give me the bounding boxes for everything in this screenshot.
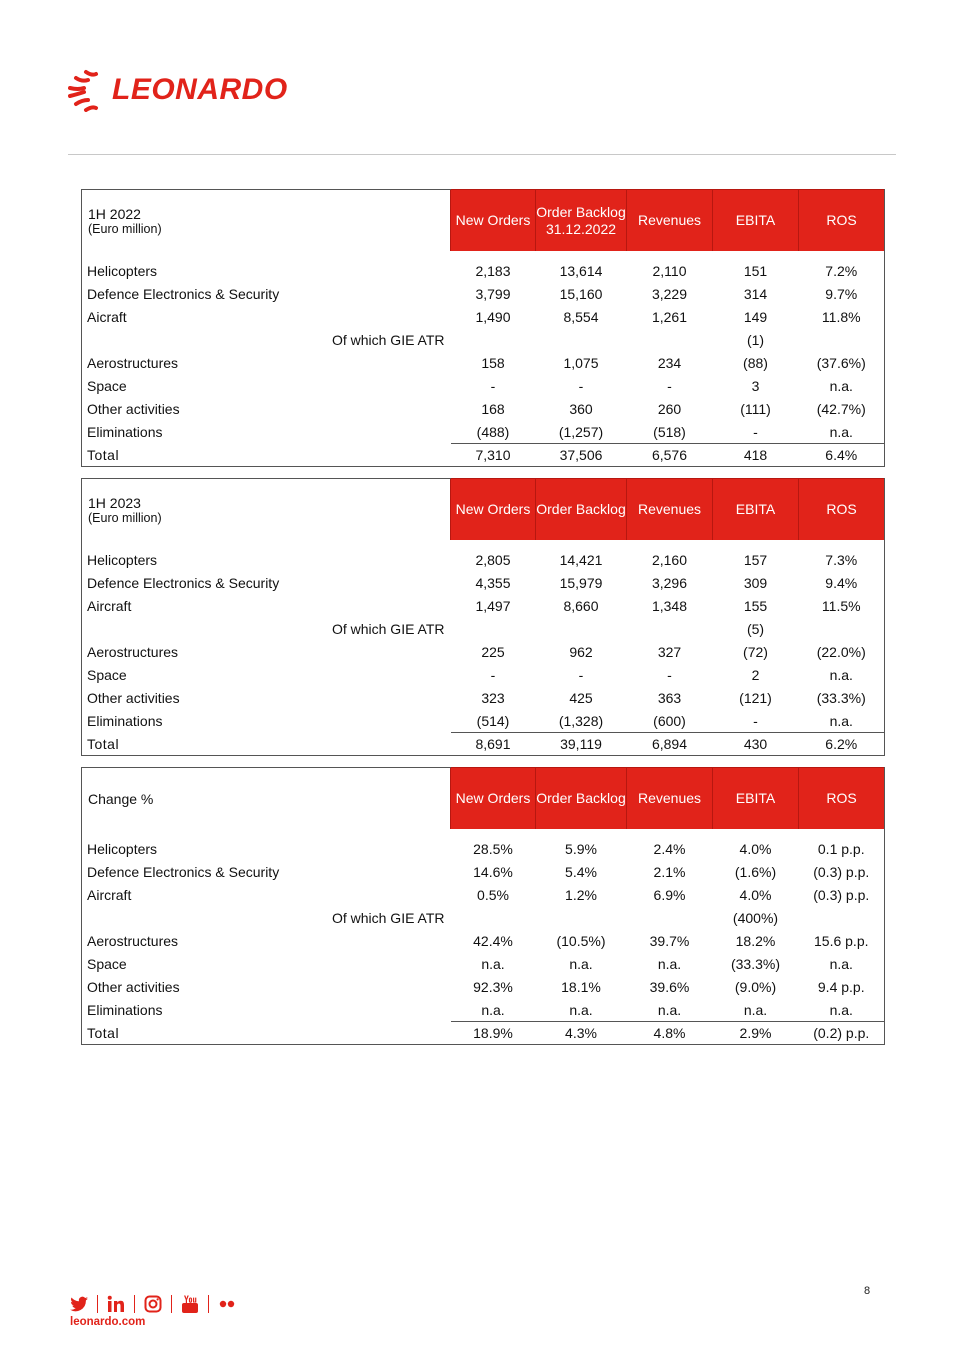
table-row: [82, 571, 885, 594]
row-label: Of which GIE ATR: [82, 328, 451, 351]
table-title-cell: [82, 479, 451, 541]
cell-value: (488): [476, 423, 510, 440]
cell-value: 2,183: [475, 262, 511, 279]
spacer-cell: [536, 540, 627, 548]
total-value: 37,506: [536, 444, 627, 467]
row-label: Aircraft: [82, 883, 451, 906]
leonardo-logo: [66, 66, 288, 114]
cell-value: 3,799: [475, 285, 511, 302]
spacer-row: [82, 829, 885, 837]
table-row: [82, 860, 885, 883]
cell-value: (42.7%): [799, 397, 885, 420]
header-new-orders: New Orders: [451, 768, 536, 830]
cell-value: [627, 617, 713, 640]
cell-value: (1.6%): [734, 863, 777, 880]
cell-value: [799, 906, 885, 929]
row-label: Aerostructures: [82, 351, 451, 374]
cell-value: -: [578, 377, 584, 394]
cell-value: 9.4%: [799, 571, 885, 594]
header-revenues: Revenues: [627, 768, 713, 830]
total-value: 39,119: [536, 733, 627, 756]
cell-value: [799, 617, 885, 640]
cell-value: (37.6%): [799, 351, 885, 374]
cell-value: 2: [751, 666, 760, 683]
cell-value: 1,490: [475, 308, 511, 325]
cell-value: 39.6%: [649, 978, 690, 995]
cell-value: 234: [657, 354, 682, 371]
spacer-cell: [627, 540, 713, 548]
row-label: Eliminations: [82, 998, 451, 1022]
header-new-orders: New Orders: [451, 479, 536, 541]
cell-value: [451, 906, 536, 929]
cell-value: 3: [751, 377, 760, 394]
total-row: [82, 444, 885, 467]
table-row: [82, 594, 885, 617]
total-value: 2.9%: [713, 1022, 799, 1045]
table-row: [82, 709, 885, 733]
cell-value: (1,328): [558, 712, 604, 729]
table-title-cell: [82, 190, 451, 252]
cell-value: (33.3%): [799, 686, 885, 709]
spacer-cell: [627, 251, 713, 259]
cell-value: n.a.: [657, 1001, 682, 1018]
cell-value: 8,554: [563, 308, 599, 325]
table-row: [82, 282, 885, 305]
table-subtitle: (Euro million): [88, 221, 162, 236]
cell-value: 4.0%: [739, 840, 772, 857]
cell-value: 15,160: [559, 285, 603, 302]
total-value: 6,576: [627, 444, 713, 467]
table-row: [82, 617, 885, 640]
table-row: [82, 929, 885, 952]
header-ros: ROS: [799, 190, 885, 252]
row-label: Aerostructures: [82, 929, 451, 952]
cell-value: (400%): [732, 909, 779, 926]
cell-value: 168: [481, 400, 505, 417]
total-value: 6.4%: [799, 444, 885, 467]
cell-value: 323: [481, 689, 505, 706]
spacer-cell: [536, 251, 627, 259]
header-ros: ROS: [799, 768, 885, 830]
website-link[interactable]: leonardo.com: [70, 1316, 146, 1328]
cell-value: 9.4 p.p.: [799, 975, 885, 998]
table-row: [82, 374, 885, 397]
cell-value: (1,257): [558, 423, 604, 440]
cell-value: 5.9%: [565, 840, 597, 857]
cell-value: 157: [743, 551, 768, 568]
table-row: [82, 663, 885, 686]
row-label: Helicopters: [82, 837, 451, 860]
cell-value: [799, 328, 885, 351]
spacer-row: [82, 540, 885, 548]
table-row: [82, 998, 885, 1022]
cell-value: 7.2%: [799, 259, 885, 282]
spacer-cell: [536, 829, 627, 837]
header-revenues: Revenues: [627, 479, 713, 541]
cell-value: n.a.: [569, 1001, 593, 1018]
cell-value: 0.5%: [477, 886, 509, 903]
spacer-cell: [799, 540, 885, 548]
total-value: (0.2) p.p.: [799, 1022, 885, 1045]
cell-value: (22.0%): [799, 640, 885, 663]
table-title: 1H 2022: [88, 205, 141, 222]
cell-value: 0.1 p.p.: [799, 837, 885, 860]
row-label: Other activities: [82, 975, 451, 998]
total-value: 6.2%: [799, 733, 885, 756]
total-value: 4.8%: [627, 1022, 713, 1045]
row-label: Aicraft: [82, 305, 451, 328]
cell-value: 92.3%: [473, 978, 513, 995]
cell-value: 6.9%: [653, 886, 686, 903]
cell-value: (600): [653, 712, 686, 729]
cell-value: 18.2%: [735, 932, 776, 949]
cell-value: (72): [743, 643, 768, 660]
row-label: Eliminations: [82, 709, 451, 733]
cell-value: 425: [569, 689, 593, 706]
cell-value: [536, 906, 627, 929]
cell-value: [536, 617, 627, 640]
row-label: Of which GIE ATR: [82, 906, 451, 929]
cell-value: 28.5%: [473, 840, 513, 857]
cell-value: -: [490, 666, 496, 683]
cell-value: 1,261: [651, 308, 688, 325]
row-label: Aerostructures: [82, 640, 451, 663]
cell-value: [627, 906, 713, 929]
spacer-cell: [799, 829, 885, 837]
instagram-icon[interactable]: [143, 1294, 163, 1314]
cell-value: 13,614: [559, 262, 603, 279]
cell-value: 11.8%: [799, 305, 885, 328]
row-label: Defence Electronics & Security: [82, 860, 451, 883]
separator: [97, 1295, 98, 1313]
spacer-cell: [82, 540, 451, 548]
table-row: [82, 640, 885, 663]
table-1h-2022: [81, 189, 885, 467]
table-row: [82, 952, 885, 975]
cell-value: -: [578, 666, 584, 683]
cell-value: 7.3%: [799, 548, 885, 571]
cell-value: 149: [743, 308, 768, 325]
cell-value: n.a.: [657, 955, 682, 972]
cell-value: -: [753, 423, 758, 440]
cell-value: 4.0%: [739, 886, 772, 903]
cell-value: 309: [743, 574, 768, 591]
cell-value: (33.3%): [730, 955, 781, 972]
cell-value: 962: [569, 643, 593, 660]
separator: [208, 1295, 209, 1313]
cell-value: 360: [569, 400, 593, 417]
cell-value: 3,229: [651, 285, 688, 302]
cell-value: (111): [740, 400, 771, 417]
table-row: [82, 686, 885, 709]
row-label: Of which GIE ATR: [82, 617, 451, 640]
total-value: 430: [713, 733, 799, 756]
cell-value: 158: [481, 354, 505, 371]
total-value: 18.9%: [451, 1022, 536, 1045]
total-value: 4.3%: [536, 1022, 627, 1045]
spacer-cell: [82, 251, 451, 259]
row-label: Defence Electronics & Security: [82, 571, 451, 594]
cell-value: 2,160: [651, 551, 688, 568]
spacer-cell: [451, 829, 536, 837]
row-label: Other activities: [82, 686, 451, 709]
cell-value: (0.3) p.p.: [799, 883, 885, 906]
total-label: Total: [82, 733, 451, 756]
row-label: Helicopters: [82, 259, 451, 282]
row-label: Other activities: [82, 397, 451, 420]
cell-value: (121): [739, 689, 772, 706]
cell-value: -: [490, 377, 496, 394]
cell-value: 155: [743, 597, 768, 614]
spacer-cell: [713, 540, 799, 548]
cell-value: 5.4%: [565, 863, 597, 880]
cell-value: 327: [657, 643, 682, 660]
youtube-icon[interactable]: [180, 1294, 200, 1314]
table-row: [82, 883, 885, 906]
cell-value: (88): [743, 354, 768, 371]
cell-value: (9.0%): [734, 978, 777, 995]
cell-value: 2.1%: [653, 863, 686, 880]
table-row: [82, 397, 885, 420]
cell-value: (10.5%): [556, 932, 606, 949]
cell-value: [536, 328, 627, 351]
table-row: [82, 351, 885, 374]
cell-value: n.a.: [799, 709, 885, 733]
header-new-orders: New Orders: [451, 190, 536, 252]
cell-value: 3,296: [651, 574, 688, 591]
table-row: [82, 906, 885, 929]
row-label: Defence Electronics & Security: [82, 282, 451, 305]
spacer-cell: [713, 829, 799, 837]
table-row: [82, 548, 885, 571]
cell-value: -: [667, 377, 672, 394]
table-body: [82, 540, 885, 756]
cell-value: 314: [743, 285, 768, 302]
cell-value: 2,110: [652, 262, 687, 279]
page-number: 8: [864, 1285, 871, 1297]
row-label: Space: [82, 952, 451, 975]
table-title: 1H 2023: [88, 494, 141, 511]
cell-value: 39.7%: [649, 932, 690, 949]
table-title: Change %: [88, 790, 154, 807]
cell-value: 1.2%: [565, 886, 597, 903]
cell-value: 2.4%: [653, 840, 686, 857]
cell-value: 9.7%: [799, 282, 885, 305]
cell-value: 151: [743, 262, 768, 279]
header-divider: [68, 154, 896, 155]
header-ebita: EBITA: [713, 190, 799, 252]
spacer-cell: [713, 251, 799, 259]
cell-value: (514): [476, 712, 510, 729]
spacer-cell: [799, 251, 885, 259]
spacer-cell: [451, 251, 536, 259]
cell-value: 18.1%: [561, 978, 601, 995]
header-ebita: EBITA: [713, 479, 799, 541]
table-row: [82, 305, 885, 328]
header-ros: ROS: [799, 479, 885, 541]
header-revenues: Revenues: [627, 190, 713, 252]
table-subtitle: (Euro million): [88, 510, 162, 525]
cell-value: 15,979: [559, 574, 603, 591]
cell-value: 42.4%: [473, 932, 513, 949]
table-row: [82, 328, 885, 351]
cell-value: 225: [481, 643, 505, 660]
cell-value: -: [753, 712, 758, 729]
cell-value: 4,355: [475, 574, 511, 591]
table-title-cell: [82, 768, 451, 830]
header-ebita: EBITA: [713, 768, 799, 830]
brand-name: LEONARDO: [112, 73, 288, 106]
header-order-backlog: Order Backlog: [536, 479, 627, 541]
cell-value: [451, 328, 536, 351]
row-label: Space: [82, 374, 451, 397]
cell-value: n.a.: [743, 1001, 768, 1018]
table-1h-2023: [81, 478, 885, 756]
social-links: [69, 1294, 237, 1314]
cell-value: 14,421: [559, 551, 603, 568]
cell-value: -: [667, 666, 672, 683]
cell-value: (518): [653, 423, 686, 440]
separator: [171, 1295, 172, 1313]
leonardo-star-icon: [66, 68, 104, 112]
cell-value: 1,348: [651, 597, 688, 614]
total-label: Total: [82, 1022, 451, 1045]
table-body: [82, 251, 885, 467]
cell-value: n.a.: [799, 420, 885, 444]
cell-value: (0.3) p.p.: [799, 860, 885, 883]
spacer-cell: [627, 829, 713, 837]
header-order-backlog: Order Backlog 31.12.2022: [536, 190, 627, 252]
cell-value: 8,660: [563, 597, 599, 614]
cell-value: 15.6 p.p.: [799, 929, 885, 952]
table-change-percent: [81, 767, 885, 1045]
cell-value: n.a.: [799, 374, 885, 397]
cell-value: 1,075: [563, 354, 599, 371]
cell-value: n.a.: [799, 998, 885, 1022]
cell-value: 11.5%: [799, 594, 885, 617]
total-row: [82, 733, 885, 756]
cell-value: n.a.: [481, 955, 505, 972]
cell-value: [627, 328, 713, 351]
spacer-row: [82, 251, 885, 259]
table-body: [82, 829, 885, 1045]
linkedin-icon[interactable]: [106, 1294, 126, 1314]
total-value: 418: [713, 444, 799, 467]
row-label: Helicopters: [82, 548, 451, 571]
twitter-icon[interactable]: [69, 1294, 89, 1314]
total-value: 6,894: [627, 733, 713, 756]
spacer-cell: [82, 829, 451, 837]
spacer-cell: [451, 540, 536, 548]
total-label: Total: [82, 444, 451, 467]
table-row: [82, 259, 885, 282]
table-row: [82, 975, 885, 998]
total-value: 7,310: [451, 444, 536, 467]
cell-value: 14.6%: [473, 863, 513, 880]
cell-value: 260: [657, 400, 682, 417]
cell-value: n.a.: [569, 955, 593, 972]
total-row: [82, 1022, 885, 1045]
header-order-backlog: Order Backlog: [536, 768, 627, 830]
separator: [134, 1295, 135, 1313]
cell-value: n.a.: [799, 663, 885, 686]
row-label: Space: [82, 663, 451, 686]
row-label: Aircraft: [82, 594, 451, 617]
flickr-icon[interactable]: [217, 1294, 237, 1314]
table-row: [82, 837, 885, 860]
cell-value: 2,805: [475, 551, 511, 568]
cell-value: (5): [746, 620, 765, 637]
cell-value: 363: [657, 689, 682, 706]
cell-value: (1): [746, 331, 765, 348]
cell-value: 1,497: [475, 597, 511, 614]
total-value: 8,691: [451, 733, 536, 756]
cell-value: [451, 617, 536, 640]
cell-value: n.a.: [799, 952, 885, 975]
row-label: Eliminations: [82, 420, 451, 444]
cell-value: n.a.: [481, 1001, 505, 1018]
table-row: [82, 420, 885, 444]
